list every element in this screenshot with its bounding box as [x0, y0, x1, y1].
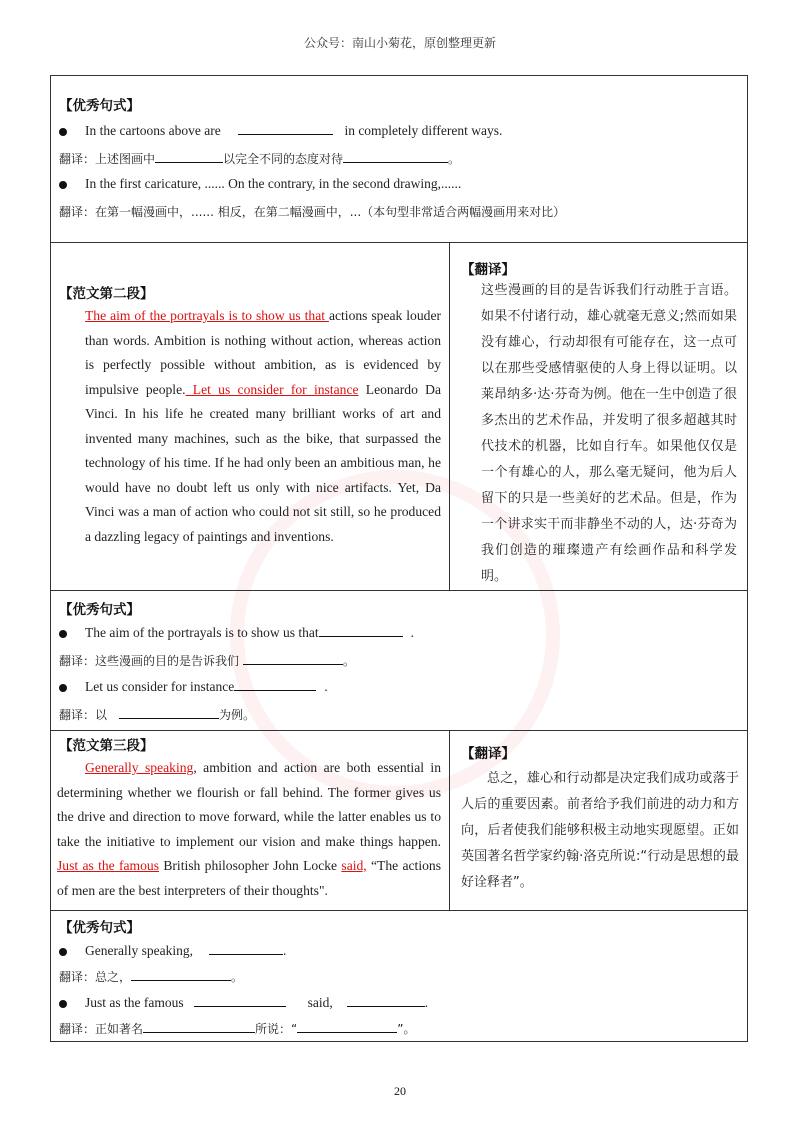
section-label: 【范文第二段】 [59, 286, 154, 302]
section-label: 【优秀句式】 [59, 602, 140, 618]
highlight-phrase: Just as the famous [57, 858, 160, 873]
translation-text: 总之，雄心和行动都是决定我们成功或落于人后的重要因素。前者给予我们前进的动力和方向，后者使我们能够积极主动地实现愿望。正如英国著名哲学家约翰·洛克所说:“行动是思想的最好诠释者”。 [461, 771, 739, 890]
translation-line: 翻译：以 为例。 [59, 708, 256, 722]
highlight-phrase: Generally speaking [85, 760, 194, 775]
bullet-icon [59, 181, 67, 189]
fill-blank [131, 968, 231, 981]
fill-blank [143, 1020, 255, 1033]
bullet-line: The aim of the portrayals is to show us that . [59, 624, 414, 641]
fill-blank [297, 1020, 397, 1033]
translation-line: 翻译：上述图画中 以完全不同的态度对待 。 [59, 152, 461, 166]
section-label: 【优秀句式】 [59, 920, 140, 936]
bullet-icon [59, 128, 67, 136]
bullet-line: In the cartoons above are in completely different ways. [59, 122, 502, 139]
page-number: 20 [394, 1084, 406, 1098]
bullet-icon [59, 1000, 67, 1008]
highlight-phrase: Let us consider for instance [185, 381, 359, 397]
bullet-line: In the first caricature, ...... On the contrary, in the second drawing,...... [59, 176, 461, 192]
bullet-line: Just as the famous said, . [59, 994, 428, 1011]
translation-line: 翻译：这些漫画的目的是告诉我们 。 [59, 654, 356, 668]
fill-blank [155, 150, 223, 163]
fill-blank [119, 706, 219, 719]
bullet-icon [59, 684, 67, 692]
model-paragraph: Generally speaking, ambition and action are both essential in determining whether we flourish or fall behind. The former gives us the drive and direction to move forward, while the latter enables us to take the initiative to implement our vision and make things happen. Just as the famous British philosopher John Locke said, “The actions of men are the best interpreters of their thoughts". [57, 760, 441, 898]
model-paragraph: The aim of the portrayals is to show us that actions speak louder than words. Ambition is nothing without action, whereas action is perfectly possible without ambition, as is evidenced by impulsive people. Let us consider for instance Leonardo Da Vinci. In his life he created many brilliant works of art and invented many machines, such as the bike, that surpassed the technology of his time. If he had only been an ambitious man, he would have no doubt left us only with nice artifacts. Yet, Da Vinci was a man of action who could not sit still, so he produced a dazzling legacy of paintings and inventions. [85, 308, 442, 544]
section-useful-sentences-2 [51, 590, 747, 730]
fill-blank [319, 624, 403, 637]
fill-blank [234, 678, 316, 691]
section-model-paragraph-3 [51, 730, 747, 910]
fill-blank [238, 122, 333, 135]
translation-text: 这些漫画的目的是告诉我们行动胜于言语。如果不付诸行动，雄心就毫无意义;然而如果没有雄心，行动却很有可能存在，这一点可以在那些受感情驱使的人身上得以证明。以莱昂纳多·达·芬奇为例。他在一生中创造了很多杰出的艺术作品，并发明了很多超越其时代技术的机器，比如自行车。如果他仅仅是一个有雄心的人，那么毫无疑问，他为后人留下的只是一些美好的艺术品。但是，作为一个讲求实干而非静坐不动的人，达·芬奇为我们创造的璀璨遗产有绘画作品和科学发明。 [481, 283, 737, 584]
bullet-line: Let us consider for instance . [59, 678, 328, 695]
section-useful-sentences-1 [51, 76, 747, 242]
page-header: 公众号：南山小菊花，原创整理更新 [303, 36, 496, 50]
translation-line: 翻译：正如著名 所说：“ ”。 [59, 1022, 416, 1036]
section-label: 【优秀句式】 [59, 98, 140, 114]
translation-line: 翻译：在第一幅漫画中，...... 相反，在第二幅漫画中，...（本句型非常适合两幅漫画用来对比） [59, 205, 566, 219]
translation-label: 【翻译】 [461, 262, 515, 278]
translation-line: 翻译：总之， 。 [59, 970, 244, 984]
highlight-phrase: said, [341, 858, 367, 873]
bullet-icon [59, 948, 67, 956]
section-useful-sentences-3 [51, 910, 747, 1042]
content-frame [50, 75, 748, 1042]
highlight-phrase: The aim of the portrayals is to show us that [85, 308, 329, 323]
bullet-icon [59, 630, 67, 638]
section-label: 【范文第三段】 [59, 738, 154, 754]
fill-blank [194, 994, 286, 1007]
section-model-paragraph-2 [51, 242, 747, 590]
fill-blank [343, 150, 448, 163]
bullet-line: Generally speaking, . [59, 942, 286, 959]
fill-blank [243, 652, 343, 665]
translation-label: 【翻译】 [461, 746, 515, 762]
fill-blank [209, 942, 283, 955]
fill-blank [347, 994, 425, 1007]
